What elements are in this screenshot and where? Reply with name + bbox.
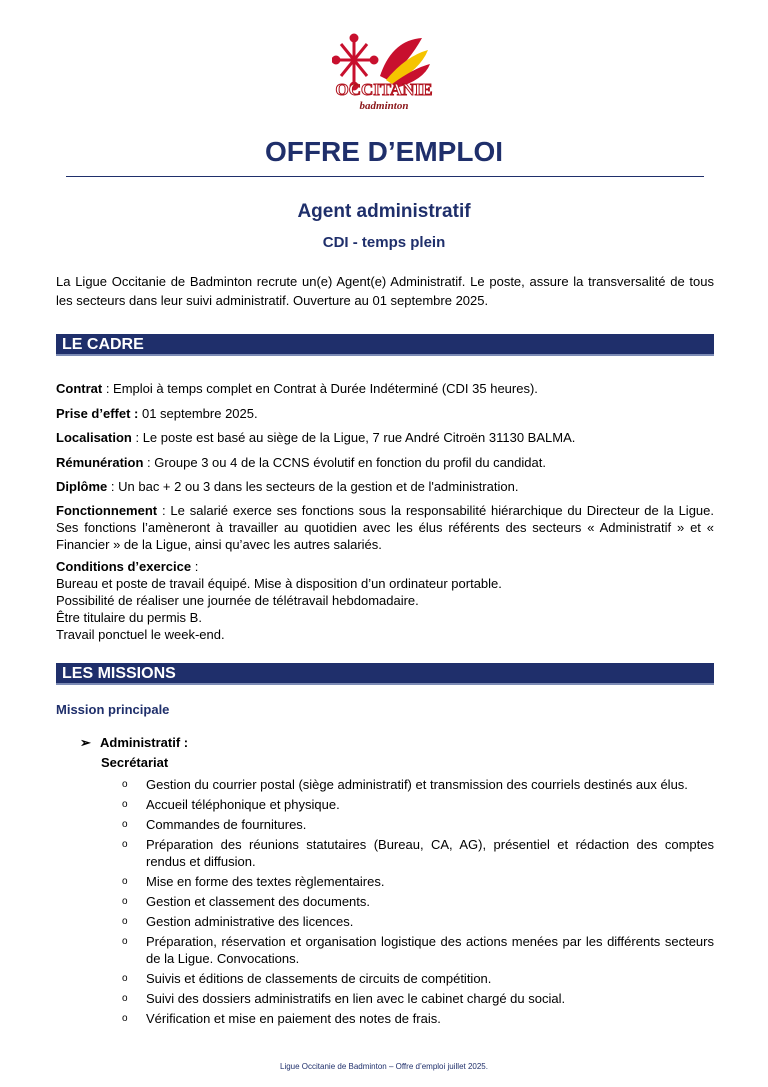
circle-bullet-icon: o — [122, 993, 128, 1004]
diplome-label: Diplôme — [56, 479, 108, 494]
circle-bullet-icon: o — [122, 936, 128, 947]
list-item — [120, 990, 714, 1007]
task-text: Mise en forme des textes règlementaires. — [146, 874, 385, 889]
task-text: Accueil téléphonique et physique. — [146, 797, 340, 812]
task-text: Commandes de fournitures. — [146, 817, 307, 832]
conditions-colon: : — [191, 559, 199, 574]
secretariat-heading: Secrétariat — [101, 755, 169, 770]
fonctionnement-label: Fonctionnement — [56, 503, 158, 518]
list-item — [120, 816, 714, 833]
localisation-label: Localisation — [56, 430, 132, 445]
cadre-remuneration — [56, 454, 714, 471]
logo-subtitle: badminton — [359, 100, 409, 112]
conditions-heading — [56, 558, 714, 575]
circle-bullet-icon: o — [122, 799, 128, 810]
localisation-text: : Le poste est basé au siège de la Ligue, 7 rue André Citroën 31130 BALMA. — [131, 430, 576, 445]
task-text: Gestion et classement des documents. — [146, 894, 371, 909]
list-item — [120, 970, 714, 987]
job-title: Agent administratif — [297, 201, 471, 222]
arrow-bullet-icon: ➢ — [80, 735, 91, 750]
task-text: Préparation, réservation et organisation logistique des actions menées par les différents secteurs de la Ligue. Convocations. — [146, 934, 714, 966]
title-divider — [66, 176, 704, 177]
intro-paragraph: La Ligue Occitanie de Badminton recrute un(e) Agent(e) Administratif. Le poste, assure la transversalité de tous les secteurs dans leur suivi administratif. Ouverture au 01 septembre 2025. — [56, 274, 714, 308]
circle-bullet-icon: o — [122, 973, 128, 984]
task-text: Préparation des réunions statutaires (Bureau, CA, AG), présentiel et rédaction des comptes rendus et diffusion. — [146, 837, 714, 869]
contrat-label: Contrat — [56, 381, 103, 396]
prise-label: Prise d’effet : — [56, 406, 139, 421]
circle-bullet-icon: o — [122, 839, 128, 850]
circle-bullet-icon: o — [122, 916, 128, 927]
mission-category-label: Administratif : — [100, 735, 189, 750]
list-item — [120, 776, 714, 793]
circle-bullet-icon: o — [122, 819, 128, 830]
task-text: Suivis et éditions de classements de circuits de compétition. — [146, 971, 492, 986]
conditions-line: Possibilité de réaliser une journée de télétravail hebdomadaire. — [56, 593, 419, 608]
contrat-text: : Emploi à temps complet en Contrat à Durée Indéterminé (CDI 35 heures). — [102, 381, 538, 396]
cadre-diplome — [56, 478, 714, 495]
fonctionnement-text: : Le salarié exerce ses fonctions sous la responsabilité hiérarchique du Directeur de la Ligue. Ses fonctions l’amèneront à travailler au quotidien avec les élus référents des secteurs « Administratif » et « Financier » de la Ligue, ainsi qu’avec les autres salariés. — [56, 503, 714, 552]
conditions-line: Bureau et poste de travail équipé. Mise à disposition d’un ordinateur portable. — [56, 576, 502, 591]
task-text: Vérification et mise en paiement des notes de frais. — [146, 1011, 441, 1026]
occitanie-badminton-logo — [332, 30, 436, 120]
mission-principale-heading: Mission principale — [56, 702, 170, 717]
section-header-cadre: LE CADRE — [56, 334, 714, 356]
remuneration-text: : Groupe 3 ou 4 de la CCNS évolutif en fonction du profil du candidat. — [143, 455, 546, 470]
list-item — [120, 893, 714, 910]
section-header-missions: LES MISSIONS — [56, 663, 714, 685]
task-list — [120, 776, 714, 1030]
list-item — [120, 933, 714, 967]
list-item — [120, 1010, 714, 1027]
remuneration-label: Rémunération — [56, 455, 144, 470]
task-text: Gestion administrative des licences. — [146, 914, 354, 929]
prise-text: 01 septembre 2025. — [138, 406, 258, 421]
logo-name: OCCITANIE — [335, 80, 433, 99]
list-item — [120, 796, 714, 813]
contract-type: CDI - temps plein — [322, 234, 446, 251]
diplome-text: : Un bac + 2 ou 3 dans les secteurs de la gestion et de l'administration. — [107, 479, 519, 494]
cadre-conditions — [56, 558, 714, 643]
task-text: Gestion du courrier postal (siège administratif) et transmission des courriels destinés aux élus. — [146, 777, 688, 792]
circle-bullet-icon: o — [122, 876, 128, 887]
list-item — [120, 873, 714, 890]
cadre-prise-effet — [56, 405, 714, 422]
circle-bullet-icon: o — [122, 1013, 128, 1024]
page-title: OFFRE D’EMPLOI — [265, 136, 503, 167]
list-item — [120, 836, 714, 870]
page-footer: Ligue Occitanie de Badminton – Offre d’emploi juillet 2025. — [280, 1062, 488, 1071]
conditions-label: Conditions d’exercice — [56, 559, 192, 574]
cadre-fonctionnement — [56, 502, 714, 553]
conditions-line: Travail ponctuel le week-end. — [56, 627, 225, 642]
task-text: Suivi des dossiers administratifs en lien avec le cabinet chargé du social. — [146, 991, 566, 1006]
cadre-localisation — [56, 429, 714, 446]
circle-bullet-icon: o — [122, 896, 128, 907]
list-item — [120, 913, 714, 930]
circle-bullet-icon: o — [122, 779, 128, 790]
conditions-line: Être titulaire du permis B. — [56, 610, 202, 625]
mission-category — [80, 735, 188, 751]
cadre-contrat — [56, 380, 714, 397]
